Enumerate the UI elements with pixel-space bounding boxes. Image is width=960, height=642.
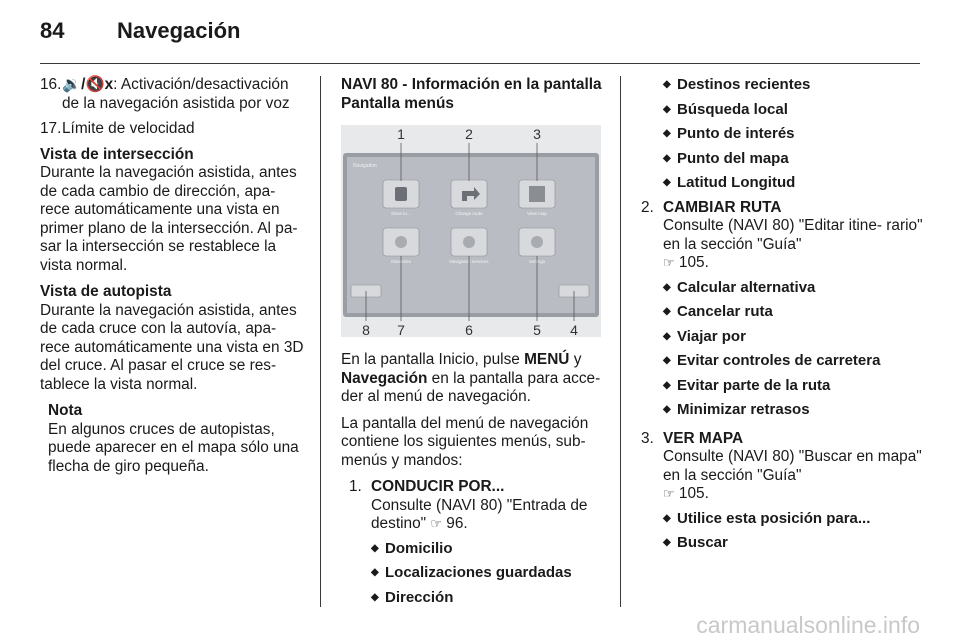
diamond-bullet-icon: ◆ [663, 177, 671, 188]
text-run: y [569, 351, 582, 368]
list-item-16 [40, 76, 306, 113]
column-2 [341, 76, 606, 613]
callout-number: 5 [533, 322, 541, 337]
screen-title: Navigation [353, 163, 377, 169]
text-run-bold: MENÚ [524, 351, 570, 368]
list-item [663, 401, 931, 420]
callout-number: 2 [465, 126, 473, 142]
item-number: 3. [641, 429, 654, 447]
column-divider-1 [320, 76, 321, 607]
page-header [40, 18, 241, 44]
list-item [663, 303, 931, 322]
page-ref-icon: ☞ [430, 516, 443, 531]
list-item [371, 564, 606, 583]
text-run: En la pantalla Inicio, pulse [341, 351, 525, 368]
item-text: : Activación/desactivación de la navegación asistida por voz [62, 76, 290, 112]
menu-title: VER MAPA [663, 429, 744, 447]
diamond-bullet-icon: ◆ [663, 512, 671, 524]
callout-number: 3 [533, 126, 541, 142]
menu-title: CONDUCIR POR... [371, 478, 505, 495]
callout-number: 4 [570, 322, 578, 337]
bullet-text: Dirección [385, 588, 454, 606]
list-item [663, 125, 931, 144]
list-item-17 [40, 120, 306, 139]
header-rule [40, 63, 920, 64]
navigation-menu-figure [341, 125, 601, 337]
menu-item-2 [641, 199, 931, 426]
diamond-bullet-icon: ◆ [371, 567, 379, 578]
reference [663, 254, 931, 273]
reference-page: 96. [442, 515, 468, 532]
bullet-text: Localizaciones guardadas [385, 564, 572, 581]
reference-text: Consulte (NAVI 80) "Buscar en mapa" en la sección "Guía" [663, 448, 922, 484]
list-item [663, 377, 931, 396]
bullet-text: Evitar parte de la ruta [677, 376, 831, 394]
callout-number: 7 [397, 322, 405, 337]
bullet-text: Utilice esta posición para... [677, 509, 871, 527]
section-body: Durante la navegación asistida, antes de cada cambio de dirección, apa- rece automáticamente una vista en primer plano de la intersección. Al pa- sar la intersección se restablece la vista normal. [40, 164, 298, 274]
button-label: Settings [528, 259, 546, 264]
subsection-heading: Pantalla menús [341, 94, 454, 112]
diamond-bullet-icon: ◆ [663, 306, 671, 317]
paragraph: La pantalla del menú de navegación contiene los siguientes menús, sub- menús y mandos: [341, 414, 589, 469]
item-number: 1. [349, 478, 362, 495]
watermark: carmanualsonline.info [696, 612, 920, 638]
menu-title: CAMBIAR RUTA [663, 198, 782, 216]
button-label: Change route [455, 211, 483, 216]
menu-item-1 [349, 478, 606, 613]
text-run: en la pantalla para acce- der al menú de navegación. [341, 369, 601, 405]
item-number: 2. [641, 198, 654, 216]
button-change-route [451, 180, 487, 216]
callout-number: 8 [362, 322, 370, 337]
bullet-text: Domicilio [385, 539, 453, 557]
diamond-bullet-icon: ◆ [663, 281, 671, 293]
reference-page: 105. [674, 254, 709, 271]
page-ref-icon: ☞ [663, 255, 675, 270]
diamond-bullet-icon: ◆ [663, 152, 671, 164]
bullet-text: Destinos recientes [677, 76, 811, 93]
diamond-bullet-icon: ◆ [663, 355, 671, 366]
diamond-bullet-icon: ◆ [663, 79, 671, 90]
diamond-bullet-icon: ◆ [663, 128, 671, 139]
bullet-text: Cancelar ruta [677, 303, 773, 320]
page-title: Navegación [117, 18, 241, 43]
column-1 [40, 76, 306, 476]
bullet-text: Minimizar retrasos [677, 401, 810, 418]
bullet-text: Evitar controles de carretera [677, 352, 881, 369]
list-item [663, 101, 931, 120]
section-body: Durante la navegación asistida, antes de cada cruce con la autovía, apa- rece automáticamente una vista en 3D del cruce. Al pasar el cruce se res- tablece la vista normal. [40, 301, 304, 393]
item-text: Límite de velocidad [62, 120, 195, 137]
diamond-bullet-icon: ◆ [371, 591, 379, 603]
list-item [663, 352, 931, 371]
reference [663, 485, 931, 504]
note-box [48, 402, 306, 476]
column-divider-2 [620, 76, 621, 607]
text-run-bold: Navegación [341, 369, 428, 387]
reference-text: Consulte (NAVI 80) "Entrada de destino" [371, 496, 588, 532]
button-label: View map [527, 211, 547, 216]
column-3 [641, 76, 931, 559]
list-item [663, 174, 931, 193]
diamond-bullet-icon: ◆ [663, 404, 671, 415]
list-item [663, 150, 931, 169]
bullet-text: Punto del mapa [677, 149, 789, 167]
note-body: En algunos cruces de autopistas, puede aparecer en el mapa sólo una flecha de giro pequeña. [48, 420, 299, 475]
list-item [663, 76, 931, 95]
voice-toggle-icon: 🔉/🔇x [62, 76, 114, 93]
reference [371, 497, 606, 534]
button-label: Navigation services [449, 259, 489, 264]
button-label: Drive to... [391, 211, 411, 216]
section-heading: NAVI 80 - Información en la pantalla [341, 76, 602, 93]
section-heading: Vista de autopista [40, 283, 172, 300]
bullet-text: Buscar [677, 534, 728, 551]
menu-item-3 [641, 430, 931, 559]
list-item [663, 534, 931, 553]
page-number: 84 [40, 18, 65, 43]
diamond-bullet-icon: ◆ [663, 330, 671, 342]
diamond-bullet-icon: ◆ [663, 537, 671, 548]
note-heading: Nota [48, 402, 83, 419]
section-heading: Vista de intersección [40, 145, 194, 163]
diamond-bullet-icon: ◆ [663, 103, 671, 115]
bullet-text: Calcular alternativa [677, 278, 816, 296]
bullet-text: Latitud Longitud [677, 174, 796, 191]
reference-page: 105. [674, 485, 709, 502]
list-item [663, 328, 931, 347]
item-number: 16. [40, 76, 62, 93]
bullet-text: Búsqueda local [677, 100, 788, 118]
button-label: Itineraries [391, 259, 411, 264]
bullet-text: Viajar por [677, 327, 746, 345]
paragraph [341, 351, 606, 407]
callout-number: 1 [397, 126, 405, 142]
list-item [663, 510, 931, 529]
item-number: 17. [40, 120, 62, 137]
diamond-bullet-icon: ◆ [663, 379, 671, 391]
reference-text: Consulte (NAVI 80) "Editar itine- rario" en la sección "Guía" [663, 217, 923, 253]
callout-number: 6 [465, 322, 473, 337]
list-item [371, 540, 606, 559]
page-ref-icon: ☞ [663, 486, 675, 501]
bullet-text: Punto de interés [677, 125, 795, 142]
list-item [663, 279, 931, 298]
list-item [371, 589, 606, 608]
diamond-bullet-icon: ◆ [371, 542, 379, 554]
